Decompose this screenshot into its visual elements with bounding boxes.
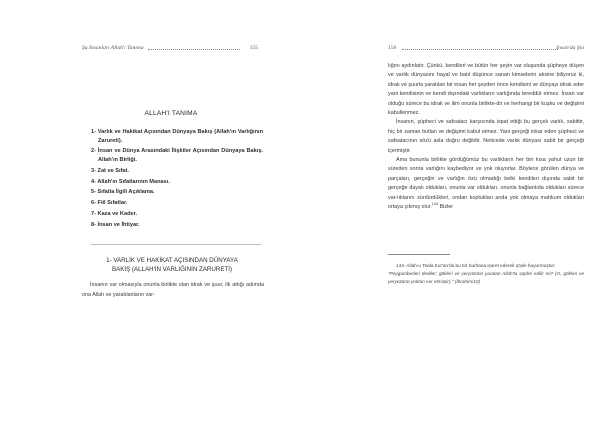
running-head-left (82, 45, 260, 55)
contents-divider (91, 244, 261, 245)
footnote-quote: "Peygamberleri dediler; gökleri ve yeryüzünü yaratan Allah'ta şüphe edilir mi? (O, gökleri ve yeryüzünü yoktan var etmiştir)." (İbrahim/10) (388, 271, 584, 285)
section-heading (82, 256, 262, 274)
footnote (388, 262, 584, 287)
footnote-text: 144- Allah-u Teala Kur'an'da bu tür burhana işaret ederek şöyle buyurmuştur: (396, 263, 556, 268)
running-head-leader (402, 45, 558, 50)
body-paragraph-text: Ama bununla birlikte gördüğümüz bu varlıkların her biri kısa yahut uzun bir süreden sonra varlığını kaybediyor ve yok oluyorlar. Böylece görülen dünya ve parçaları, gerçeğin ve varlığın özü olmadığı belki kendileri dışında sabit bir gerçeğe dayalı oldukları, onunla var oldukları, onunla bağlantıda oldukları sürece var-lıklarını sürdürdükleri, ondan koptukları anda yok olmaya mahkum oldukları ortaya çıkmış olur. (388, 157, 584, 211)
chapter-contents-list (91, 128, 263, 231)
running-head-right (388, 45, 584, 55)
contents-item: 6- Fiil Sıfatlar. (91, 200, 128, 207)
footnote-reference: 144 (431, 202, 439, 207)
contents-item: 5- Sıfatla İlgili Açıklama. (91, 189, 155, 196)
running-head-leader (148, 45, 240, 50)
body-paragraph: İnsanın, şüpheci ve safsatacı karşısında ispat ettiği bu gerçek varlık, sabittir, hiç bir zaman butlan ve değişimi kabul etmez. Yani gerçeği inkar eden şüpheci ve safsatacının sözü asla doğru değildir. Neticede varlık dünyası sabit bir gerçeği içermiştir. (388, 119, 584, 154)
left-page (0, 0, 296, 424)
right-body-text (388, 62, 584, 213)
body-paragraph (388, 156, 584, 212)
running-head-title: Şu İnsanları Allah'ı Tanıma (82, 45, 144, 51)
body-paragraph: lığını aydınlatır. Çünkü, kendileri ve bütün her şeyin var oluşunda şüpheye düşen ve varlık dünyasını hayal ve batıl düşünce sanan kimselerin aksine biliyoruz ki, idrak ve şuurla yaratılan bir insan her şeyden önce kendisini ve dünyayı idrak eder yani kendisinin ve kendi dışındaki varlıkların varlığında tereddüt etmez. İnsan var olduğu sürece bu idrak ve ilim onunla birlikte-dir ve herhangi bir kuşku ve değişimi kabullenmez. (388, 63, 584, 117)
footnote-divider (388, 254, 450, 255)
body-paragraph: İnsanın var olmasıyla onunla birlikte olan idrak ve şuur, ilk attığı adımda ona Allah ve yaratılanların var- (82, 282, 264, 298)
contents-item: 1- Varlık ve Hakikat Açısından Dünyaya Bakış (Allah'ın Varlığının Zarureti). (91, 129, 263, 144)
section-heading-line: 1- VARLIK VE HAKİKAT AÇISINDAN DÜNYAYA (106, 257, 238, 264)
contents-item: 4- Allah'ın Sıfatlarının Manası. (91, 178, 170, 185)
left-body-text (82, 281, 264, 300)
page-number: 156 (388, 45, 397, 51)
contents-item: 8- İnsan ve İhtiyar. (91, 221, 140, 228)
running-head-title: İnsan'da Şia (556, 45, 584, 51)
page-number: 155 (249, 45, 258, 51)
section-heading-line: BAKIŞ (ALLAH'IN VARLIĞININ ZARURETİ) (111, 266, 233, 273)
right-page (304, 0, 600, 424)
contents-item: 2- İnsan ve Dünya Arasındaki İlişkiler Açısından Dünyaya Bakış. Allah'ın Birliği. (91, 148, 263, 163)
chapter-title: ALLAH'I TANIMA (144, 110, 198, 117)
contents-item: 7- Kaza ve Kader. (91, 210, 138, 217)
contents-item: 3- Zat ve Sıfat. (91, 167, 129, 174)
body-paragraph-text: Bizler (438, 204, 454, 211)
